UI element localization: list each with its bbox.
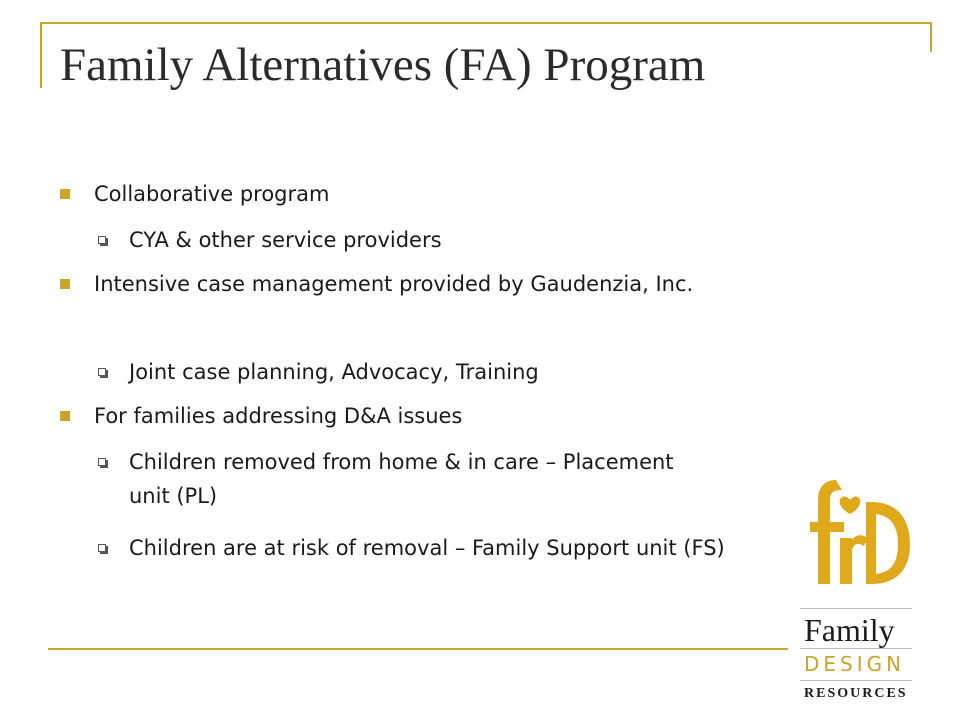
logo-resources-text: RESOURCES xyxy=(804,686,908,701)
checkbox-bullet-icon xyxy=(98,544,106,552)
checkbox-bullet-icon xyxy=(98,236,106,244)
sub-bullet-item: CYA & other service providers xyxy=(129,228,442,252)
bottom-rule xyxy=(48,648,788,650)
logo-divider xyxy=(800,680,912,681)
square-bullet-icon xyxy=(60,279,70,289)
square-bullet-icon xyxy=(60,411,70,421)
sub-bullet-item: Children removed from home & in care – Placement unit (PL) xyxy=(129,450,674,508)
bullet-item: For families addressing D&A issues xyxy=(94,404,463,428)
top-rule xyxy=(40,22,932,24)
bullet-item: Collaborative program xyxy=(94,182,330,206)
fdr-monogram-icon xyxy=(806,472,910,590)
left-rule xyxy=(40,22,42,88)
checkbox-bullet-icon xyxy=(98,368,106,376)
logo-divider xyxy=(800,648,912,649)
logo-family-text: Family xyxy=(804,612,895,648)
right-rule xyxy=(930,22,932,52)
logo-design-text: DESIGN xyxy=(804,652,906,676)
logo-divider xyxy=(800,608,912,609)
family-design-resources-logo xyxy=(800,472,912,712)
checkbox-bullet-icon xyxy=(98,458,106,466)
sub-bullet-item: Joint case planning, Advocacy, Training xyxy=(129,360,539,384)
sub-bullet-item: Children are at risk of removal – Family Support unit (FS) xyxy=(129,536,725,560)
slide-title: Family Alternatives (FA) Program xyxy=(60,39,706,91)
square-bullet-icon xyxy=(60,189,70,199)
bullet-item: Intensive case management provided by Gaudenzia, Inc. xyxy=(94,272,694,296)
